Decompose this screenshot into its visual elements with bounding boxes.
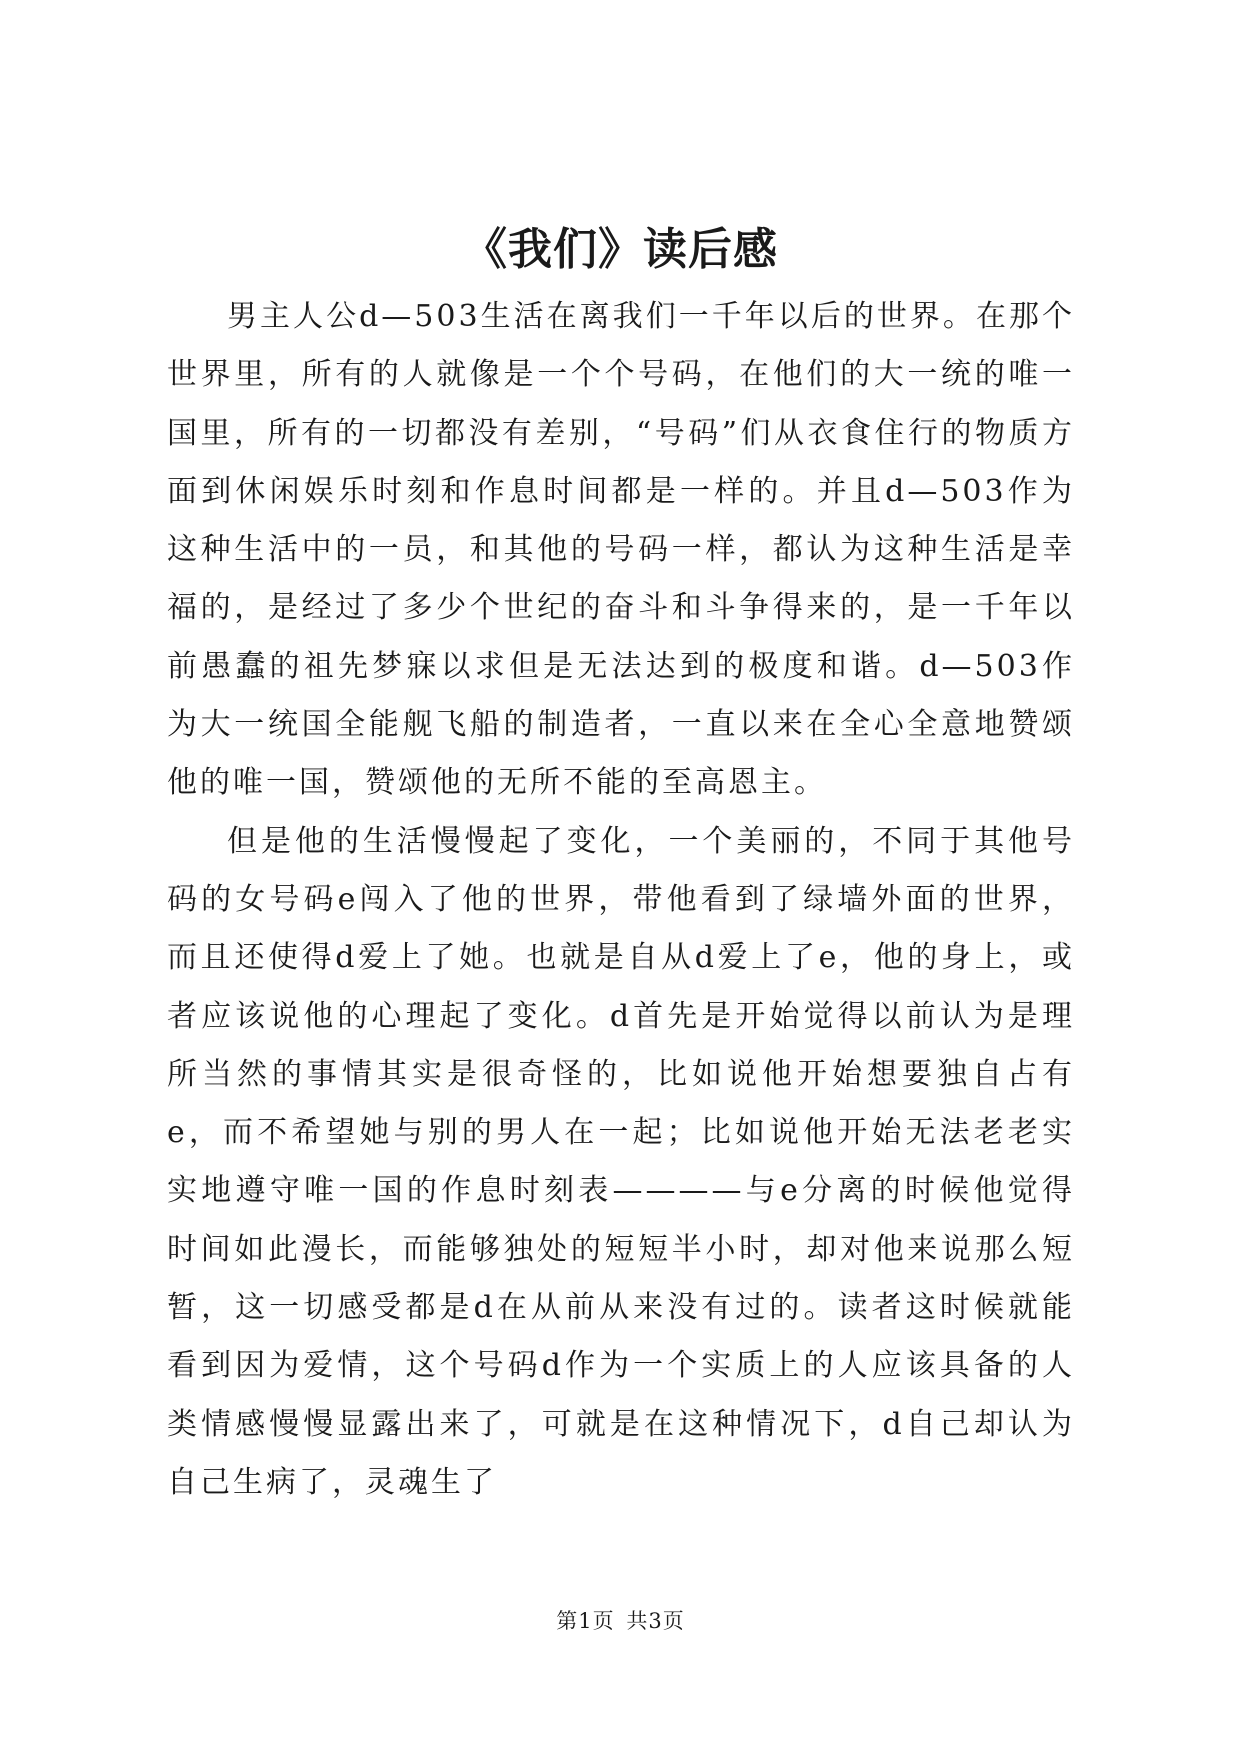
document-body: [167, 288, 1075, 1512]
document-title: 《我们》读后感: [463, 224, 778, 275]
page-footer: [0, 1606, 1241, 1636]
paragraph-2: 但是他的生活慢慢起了变化，一个美丽的，不同于其他号码的女号码e闯入了他的世界，带他看到了绿墙外面的世界，而且还使得d爱上了她。也就是自从d爱上了e，他的身上，或者应该说他的心理起了变化。d首先是开始觉得以前认为是理所当然的事情其实是很奇怪的，比如说他开始想要独自占有e，而不希望她与别的男人在一起；比如说他开始无法老老实实地遵守唯一国的作息时刻表————与e分离的时候他觉得时间如此漫长，而能够独处的短短半小时，却对他来说那么短暂，这一切感受都是d在从前从来没有过的。读者这时候就能看到因为爱情，这个号码d作为一个实质上的人应该具备的人类情感慢慢显露出来了，可就是在这种情况下，d自己却认为自己生病了，灵魂生了: [167, 823, 1075, 1500]
page-number: 第1页: [556, 1609, 615, 1633]
page-total: 共3页: [626, 1609, 685, 1633]
paragraph-1: 男主人公d—503生活在离我们一千年以后的世界。在那个世界里，所有的人就像是一个个号码，在他们的大一统的唯一国里，所有的一切都没有差别，“号码”们从衣食住行的物质方面到休闲娱乐时刻和作息时间都是一样的。并且d—503作为这种生活中的一员，和其他的号码一样，都认为这种生活是幸福的，是经过了多少个世纪的奋斗和斗争得来的，是一千年以前愚蠢的祖先梦寐以求但是无法达到的极度和谐。d—503作为大一统国全能舰飞船的制造者，一直以来在全心全意地赞颂他的唯一国，赞颂他的无所不能的至高恩主。: [167, 299, 1075, 801]
